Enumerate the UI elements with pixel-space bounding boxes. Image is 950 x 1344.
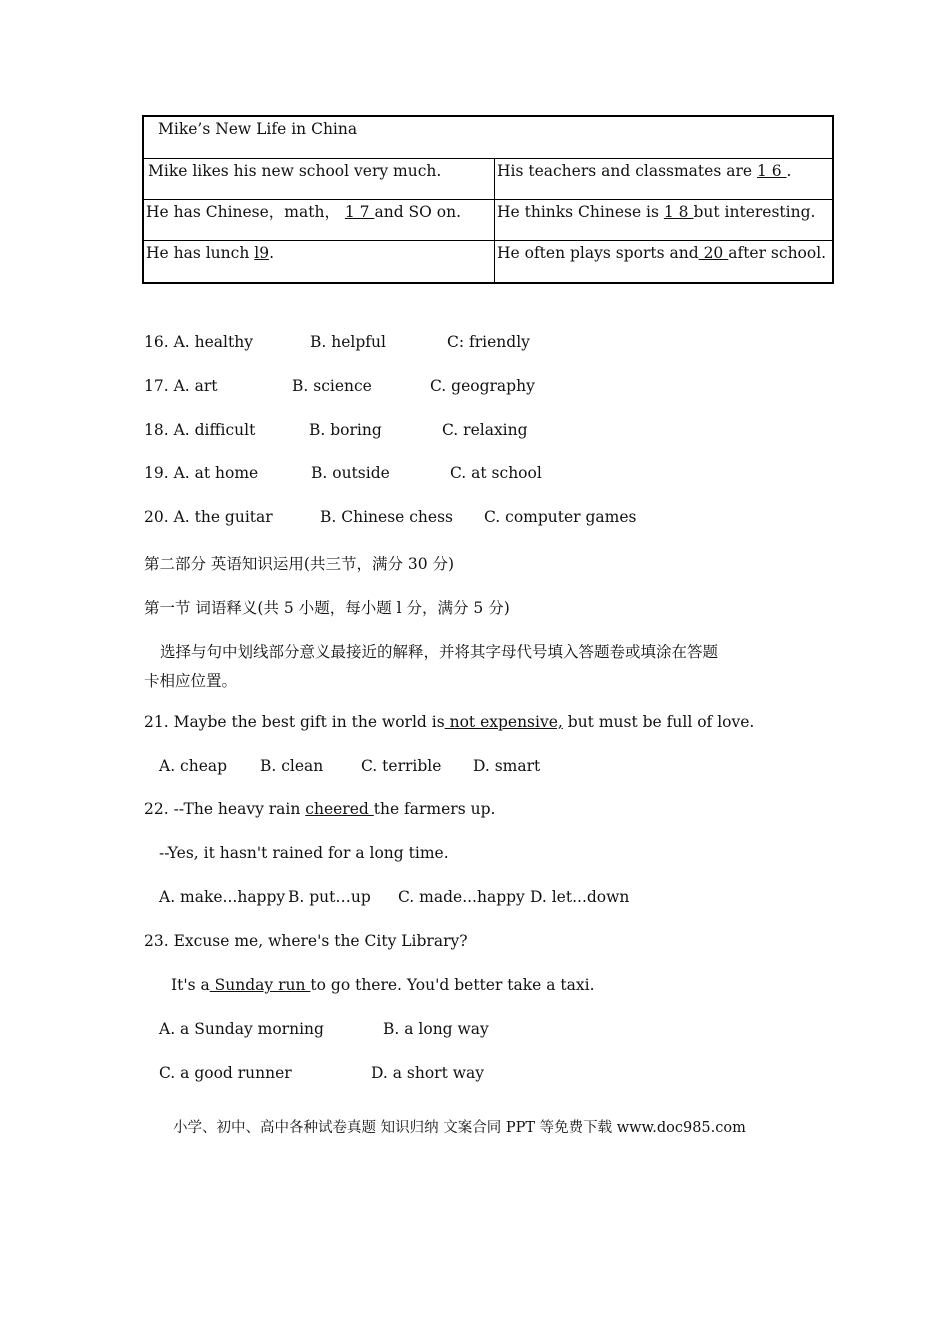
q21-option-b: B. clean [260, 757, 324, 775]
info-table [142, 115, 834, 284]
section-heading: 第二部分 英语知识运用(共三节，满分 30 分) [144, 555, 455, 573]
q21-option-c: C. terrible [361, 757, 442, 775]
question-21: 21. Maybe the best gift in the world is not expensive, but must be full of love. [144, 713, 755, 731]
q18-option-c: C. relaxing [442, 421, 528, 439]
blank-16: 1 6 [756, 161, 787, 180]
blank-19: l9 [254, 244, 270, 263]
table-cell: He has Chinese，math， 1 7 and SO on. [143, 199, 495, 240]
q22-option-c: C. made...happy [398, 888, 525, 906]
table-cell: He often plays sports and 20 after school. [495, 241, 834, 283]
question-22: 22. --The heavy rain cheered the farmers up. [144, 800, 496, 818]
q16-option-c: C: friendly [447, 333, 530, 351]
q21-option-a: A. cheap [159, 757, 228, 775]
q19-option-b: B. outside [311, 464, 390, 482]
q17-option-a: 17. A. art [144, 377, 218, 395]
blank-17: 1 7 [344, 202, 375, 221]
q21-option-d: D. smart [473, 757, 541, 775]
table-title: Mike’s New Life in China [143, 116, 833, 158]
q20-option-c: C. computer games [484, 508, 637, 526]
blank-18: 1 8 [663, 202, 694, 221]
q18-option-b: B. boring [309, 421, 382, 439]
q17-option-c: C. geography [430, 377, 535, 395]
subsection-heading: 第一节 词语释义(共 5 小题，每小题 l 分，满分 5 分) [144, 599, 510, 617]
table-row [143, 199, 833, 240]
q20-option-a: 20. A. the guitar [144, 508, 273, 526]
table-cell: His teachers and classmates are 1 6 . [495, 158, 834, 199]
q23-option-d: D. a short way [371, 1064, 484, 1082]
table-row [143, 158, 833, 199]
question-22-reply: --Yes, it hasn't rained for a long time. [159, 844, 449, 862]
q20-option-b: B. Chinese chess [320, 508, 453, 526]
blank-20: 20 [698, 244, 729, 263]
q19-option-c: C. at school [450, 464, 542, 482]
q17-option-b: B. science [292, 377, 372, 395]
q22-option-d: D. let...down [530, 888, 630, 906]
question-23-reply: It's a Sunday run to go there. You'd better take a taxi. [171, 976, 595, 994]
instruction-text-cont: 卡相应位置。 [144, 672, 238, 690]
q22-option-a: A. make...happy [159, 888, 286, 906]
table-row [143, 241, 833, 283]
q23-option-c: C. a good runner [159, 1064, 292, 1082]
q22-option-b: B. put…up [288, 888, 371, 906]
table-cell: Mike likes his new school very much. [143, 158, 495, 199]
question-23: 23. Excuse me, where's the City Library? [144, 932, 468, 950]
q23-option-a: A. a Sunday morning [159, 1020, 324, 1038]
q16-option-b: B. helpful [310, 333, 386, 351]
q19-option-a: 19. A. at home [144, 464, 259, 482]
q23-option-b: B. a long way [383, 1020, 489, 1038]
table-cell: He thinks Chinese is 1 8 but interesting. [495, 199, 834, 240]
footer-text: 小学、初中、高中各种试卷真题 知识归纳 文案合同 PPT 等免费下载 www.doc985.com [173, 1120, 746, 1136]
table-cell: He has lunch l9. [143, 241, 495, 283]
q18-option-a: 18. A. difficult [144, 421, 256, 439]
q16-option-a: 16. A. healthy [144, 333, 253, 351]
instruction-text: 选择与句中划线部分意义最接近的解释，并将其字母代号填入答题卷或填涂在答题 [160, 643, 719, 661]
